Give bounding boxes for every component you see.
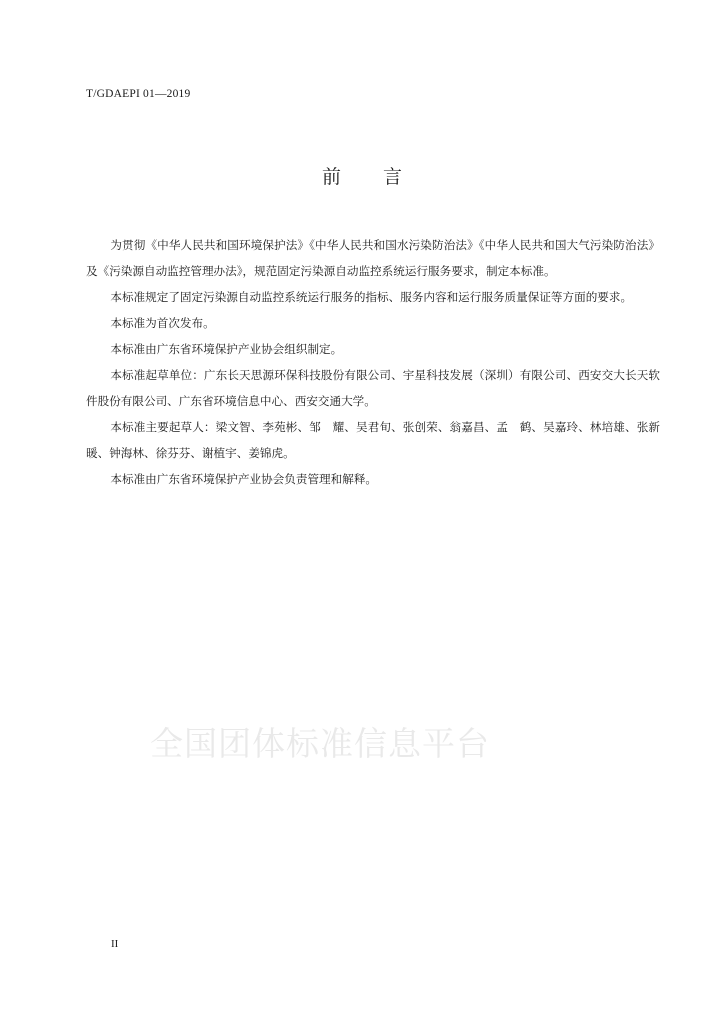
paragraph-organizer: 本标准由广东省环境保护产业协会组织制定。 [110,342,343,356]
page-title: 前 言 [321,166,421,188]
foreword-body [86,232,660,492]
paragraph-purpose: 为贯彻《中华人民共和国环境保护法》《中华人民共和国水污染防治法》《中华人民共和国大气污染防治法》及《污染源自动监控管理办法》，规范固定污染源自动监控系统运行服务要求，制定本标准。 [86,238,660,278]
paragraph-drafters: 本标准主要起草人：梁文智、李苑彬、邹 耀、吴君旬、张创荣、翁嘉昌、孟 鹤、吴嘉玲、林培雄、张新暖、钟海林、徐芬芬、谢植宇、姜锦虎。 [86,420,660,460]
watermark-text: 全国团体标准信息平台 [150,724,490,763]
page-number: II [111,938,119,950]
paragraph-interpretation: 本标准由广东省环境保护产业协会负责管理和解释。 [110,472,378,486]
standard-code: T/GDAEPI 01—2019 [86,88,191,100]
paragraph-drafting-units: 本标准起草单位：广东长天思源环保科技股份有限公司、宇星科技发展（深圳）有限公司、西安交大长天软件股份有限公司、广东省环境信息中心、西安交通大学。 [86,368,660,408]
paragraph-first-release: 本标准为首次发布。 [110,316,215,330]
paragraph-scope: 本标准规定了固定污染源自动监控系统运行服务的指标、服务内容和运行服务质量保证等方面的要求。 [110,290,633,304]
